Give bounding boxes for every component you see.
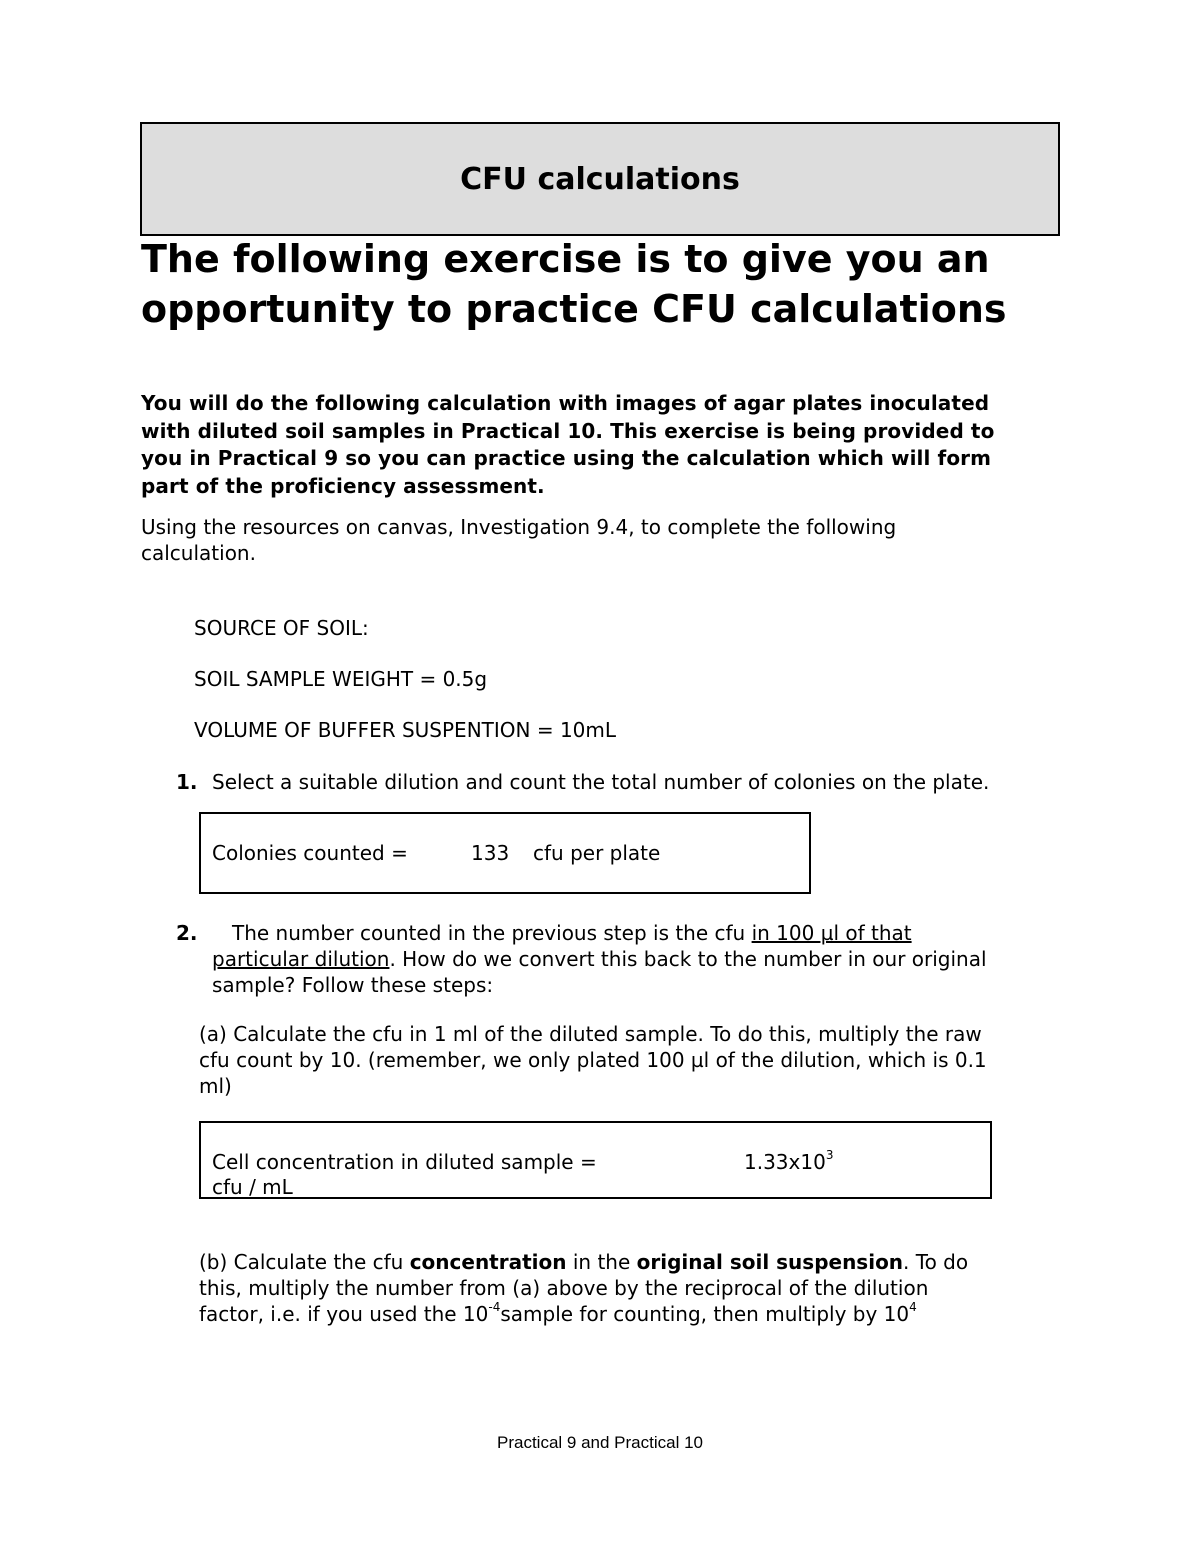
intro-paragraph xyxy=(141,514,1041,566)
cell-concentration-value-base: 1.33x10 xyxy=(744,1150,826,1174)
soil-weight-field: SOIL SAMPLE WEIGHT = 0.5g xyxy=(194,667,488,691)
step-2-number: 2. xyxy=(176,921,198,945)
cell-concentration-value xyxy=(744,1149,833,1175)
step-2a-line-2: cfu count by 10. (remember, we only plated 100 µl of the dilution, which is 0.1 xyxy=(199,1048,987,1072)
page-footer: Practical 9 and Practical 10 xyxy=(497,1433,703,1452)
step-2b-text xyxy=(199,1249,1099,1327)
step-2a-text xyxy=(199,1021,1099,1099)
intro-bold-line-1: You will do the following calculation with images of agar plates inoculated xyxy=(141,391,990,415)
step-2b-suffix: . To do xyxy=(903,1250,969,1274)
intro-bold-paragraph xyxy=(141,390,1071,500)
colonies-counted-value: 133 xyxy=(471,841,510,865)
title-box xyxy=(140,122,1060,236)
intro-line-1: Using the resources on canvas, Investigation 9.4, to complete the following xyxy=(141,515,897,539)
cell-concentration-label: Cell concentration in diluted sample = xyxy=(212,1150,597,1174)
intro-bold-line-2: with diluted soil samples in Practical 10. This exercise is being provided to xyxy=(141,418,995,443)
colonies-counted-box xyxy=(199,812,811,894)
buffer-volume-field: VOLUME OF BUFFER SUSPENTION = 10mL xyxy=(194,718,617,742)
main-heading xyxy=(141,234,1101,334)
step-2b-mid: in the xyxy=(566,1250,637,1274)
step-2a-line-3: ml) xyxy=(199,1074,232,1098)
colonies-counted-label: Colonies counted = xyxy=(212,841,408,865)
step-2-text-start: The number counted in the previous step is the cfu xyxy=(232,921,746,945)
step-2b-bold-concentration: concentration xyxy=(409,1250,567,1274)
step-2-text-line-3: sample? Follow these steps: xyxy=(212,973,494,997)
step-2b-line-3-pre: factor, i.e. if you used the 10 xyxy=(199,1302,489,1326)
step-2b-line-2: this, multiply the number from (a) above by the reciprocal of the dilution xyxy=(199,1276,929,1300)
intro-bold-line-4: part of the proficiency assessment. xyxy=(141,473,545,498)
step-2b-exponent-1: -4 xyxy=(488,1300,501,1315)
source-of-soil-field: SOURCE OF SOIL: xyxy=(194,616,369,640)
step-2b-exponent-2: 4 xyxy=(909,1300,917,1315)
cell-concentration-value-exponent: 3 xyxy=(825,1148,834,1163)
cell-concentration-unit: cfu / mL xyxy=(212,1175,293,1199)
step-2-underlined-1: in 100 µl of that xyxy=(751,921,912,945)
step-2a-line-1: (a) Calculate the cfu in 1 ml of the diluted sample. To do this, multiply the raw xyxy=(199,1022,982,1046)
step-2-underlined-2: particular dilution xyxy=(212,947,390,971)
colonies-counted-unit: cfu per plate xyxy=(533,841,661,865)
step-1-number: 1. xyxy=(176,770,198,794)
step-1-text: Select a suitable dilution and count the total number of colonies on the plate. xyxy=(212,770,990,794)
heading-line-2: opportunity to practice CFU calculations xyxy=(141,287,1007,331)
intro-line-2: calculation. xyxy=(141,541,256,565)
page-title: CFU calculations xyxy=(460,161,740,197)
heading-line-1: The following exercise is to give you an xyxy=(141,237,990,281)
step-2-text-after: . How do we convert this back to the number in our original xyxy=(389,947,987,971)
step-2-text xyxy=(212,920,1112,998)
cell-concentration-box xyxy=(199,1121,992,1199)
step-2b-bold-suspension: original soil suspension xyxy=(636,1250,904,1274)
intro-bold-line-3: you in Practical 9 so you can practice using the calculation which will form xyxy=(141,446,992,470)
step-2b-prefix: (b) Calculate the cfu xyxy=(199,1250,410,1274)
step-2b-line-3-mid: sample for counting, then multiply by 10 xyxy=(500,1302,910,1326)
